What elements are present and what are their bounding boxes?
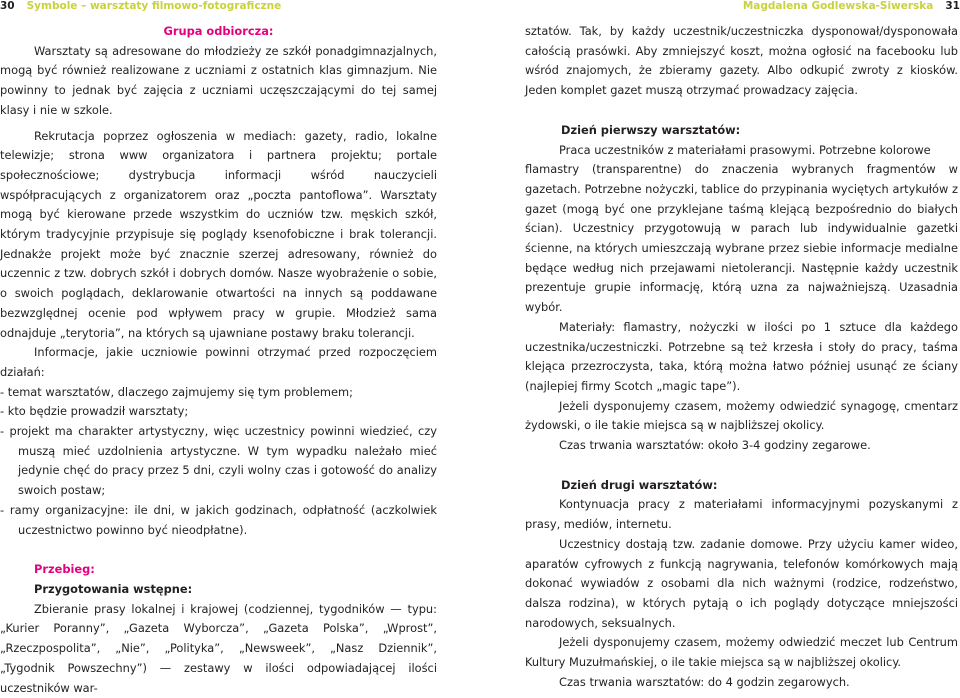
- preparation-heading: Przygotowania wstępne:: [34, 581, 193, 596]
- right-page-column: [525, 22, 958, 693]
- list-item: - ramy organizacyjne: ile dni, w jakich godzinach, odpłatność (aczkolwiek uczestnictwo powinno być nieodpłatne).: [0, 502, 437, 537]
- list-item: - kto będzie prowadził warsztaty;: [0, 404, 189, 419]
- running-head-right: [500, 0, 960, 14]
- running-head-title: Symbole – warsztaty filmowo-fotograficzne: [26, 0, 282, 12]
- day-two-duration: Czas trwania warsztatów: do 4 godzin zegarowych.: [559, 674, 850, 689]
- day-two-paragraph: Uczestnicy dostają tzw. zadanie domowe. Przy użyciu kamer wideo, aparatów cyfrowych z funkcją nagrywania, telefonów komórkowych mają dokonać wywiadów z osobami dla nich ważnymi (rodzice, rodzeństwo, dalsza rodzina), w których pytają o ich poglądy dotyczące mniejszości narodowych, seksualnych.: [525, 536, 958, 630]
- day-two-visit: Jeżeli dysponujemy czasem, możemy odwiedzić meczet lub Centrum Kultury Muzułmańskiej, o ile takie miejsca są w najbliższej okolicy.: [525, 635, 958, 670]
- list-item: - projekt ma charakter artystyczny, więc uczestnicy powinni wiedzieć, czy muszą mieć uzdolnienia artystyczne. W tym wypadku należało mieć jedynie chęć do pracy przez 5 dni, czyli wolny czas i gotowość do analizy swoich postaw;: [0, 424, 437, 498]
- running-head-left: [0, 0, 300, 14]
- day-one-intro: Praca uczestników z materiałami prasowymi. Potrzebne kolorowe: [559, 142, 931, 157]
- day-one-visit: Jeżeli dysponujemy czasem, możemy odwiedzić synagogę, cmentarz żydowski, o ile takie miejsca są w najbliższej okolicy.: [525, 398, 958, 433]
- preparation-paragraph: Zbieranie prasy lokalnej i krajowej (codziennej, tygodników — typu: „Kurier Poranny”, „Gazeta Wyborcza”, „Gazeta Polska”, „Wprost”, „Rzeczpospolita”, „Nie”, „Polityka”, „Newsweek”, „Nasz Dziennik”, „Tygodnik Powszechny”) — zestawy w ilości odpowiadającej ilości uczestników war-: [0, 601, 437, 695]
- day-two-intro: Kontynuacja pracy z materiałami informacyjnymi pozyskanymi z prasy, mediów, internetu.: [525, 497, 958, 532]
- page-number-right: 31: [945, 0, 960, 12]
- process-heading: Przebieg:: [34, 562, 95, 577]
- info-intro-paragraph: Informacje, jakie uczniowie powinni otrzymać przed rozpoczęciem działań:: [0, 345, 437, 379]
- continuation-paragraph: sztatów. Tak, by każdy uczestnik/uczestniczka dysponował/dysponowała całością prasówki. Aby zmniejszyć koszt, można ogłosić na facebooku lub wśród znajomych, że zbieramy gazety. Albo odkupić zwroty z kiosków. Jeden komplet gazet muszą otrzymać prowadzacy zajęcia.: [525, 24, 958, 98]
- day-one-paragraph: flamastry (transparentne) do znaczenia wybranych fragmentów w gazetach. Potrzebne nożyczki, tablice do przypinania wyciętych artykułów z gazet (mogą być one przyklejane taśmą klejącą bezpośrednio do białych ścian). Uczestnicy przygotowują w parach lub indywidualnie gazetki ścienne, na których umieszczają wybrane przez siebie informacje medialne będące według nich przejawami nietolerancji. Następnie każdy uczestnik prezentuje grupie informację, którą uzna za najważniejszą. Uzasadnia wybór.: [525, 162, 958, 315]
- day-two-heading: Dzień drugi warsztatów:: [561, 477, 718, 492]
- day-one-heading: Dzień pierwszy warsztatów:: [561, 122, 741, 137]
- recruitment-paragraph: Rekrutacja poprzez ogłoszenia w mediach: gazety, radio, lokalne telewizje; strona www organizatora i partnera projektu; portale społecznościowe; dystrybucja informacji wśród nauczycieli współpracujących z organizatorem oraz „poczta pantoflowa”. Warsztaty mogą być kierowane przede wszystkim do uczniów tzw. męskich szkół, którym tradycyjnie przypisuje się poglądy ksenofobiczne i brak tolerancji. Jednakże projekt może być znacznie szerzej adresowany, również do uczennic z tzw. dobrych szkół i dobrych domów. Nasze wyobrażenie o sobie, o swoich poglądach, deklarowanie otwartości na innych są poddawane bezwzględnej ocenie pod wpływem pracy w grupie. Młodzież sama odnajduje „terytoria”, na których są ujawniane postawy braku tolerancji.: [0, 128, 437, 340]
- info-list: [0, 383, 437, 541]
- day-one-duration: Czas trwania warsztatów: około 3-4 godziny zegarowe.: [559, 438, 871, 453]
- target-group-paragraph: Warsztaty są adresowane do młodzieży ze szkół ponadgimnazjalnych, mogą być również realizowane z uczniami z ostatnich klas gimnazjum. Nie powinny to jednak być zajęcia z uczniami uczęszczającymi do tej samej klasy i nie w szkole.: [0, 43, 437, 117]
- running-head-author: Magdalena Godlewska-Siwerska: [742, 0, 934, 12]
- list-item: - temat warsztatów, dlaczego zajmujemy się tym problemem;: [0, 384, 353, 399]
- left-page-column: [0, 22, 437, 698]
- target-group-heading: Grupa odbiorcza:: [163, 24, 274, 38]
- day-one-materials: Materiały: flamastry, nożyczki w ilości po 1 sztuce dla każdego uczestnika/uczestniczki. Potrzebne są też krzesła i stoły do pracy, taśma klejąca przezroczysta, taka, którą można łatwo później usunąć ze ściany (najlepiej firmy Scotch „magic tape”).: [525, 319, 958, 393]
- page-number-left: 30: [0, 0, 15, 12]
